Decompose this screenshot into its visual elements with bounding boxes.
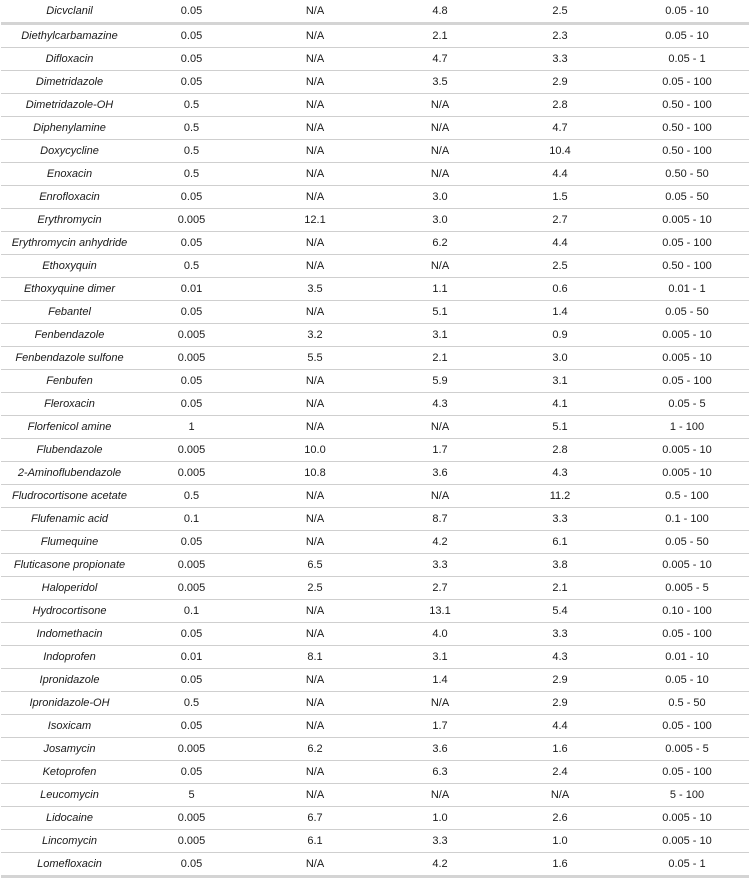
value-col-2-cell: N/A [245,255,385,278]
value-col-3-cell: 3.6 [385,462,495,485]
value-col-3-cell: 3.6 [385,738,495,761]
value-col-3-cell: 3.0 [385,209,495,232]
value-col-4-cell: 11.2 [495,485,625,508]
range-value-cell: 0.05 - 100 [625,232,749,255]
value-col-2-cell: 6.7 [245,807,385,830]
value-col-2-cell: 6.5 [245,554,385,577]
table-row [1,278,749,301]
value-col-3-cell: 4.2 [385,853,495,877]
range-value-cell: 0.005 - 10 [625,324,749,347]
table-row [1,761,749,784]
value-col-1-cell: 0.005 [138,830,245,853]
value-col-1-cell: 0.1 [138,508,245,531]
range-value-cell: 0.5 - 50 [625,692,749,715]
value-col-2-cell: N/A [245,301,385,324]
compound-name-cell: Dicvclanil [1,0,138,24]
value-col-2-cell: N/A [245,715,385,738]
value-col-3-cell: N/A [385,485,495,508]
value-col-2-cell: N/A [245,48,385,71]
table-row [1,577,749,600]
range-value-cell: 0.005 - 10 [625,209,749,232]
compound-name-cell: Erythromycin [1,209,138,232]
table-row [1,485,749,508]
range-value-cell: 0.05 - 100 [625,623,749,646]
value-col-3-cell: N/A [385,416,495,439]
value-col-2-cell: 2.5 [245,577,385,600]
compound-name-cell: Flubendazole [1,439,138,462]
value-col-4-cell: 1.6 [495,738,625,761]
value-col-2-cell: N/A [245,71,385,94]
compound-name-cell: Leucomycin [1,784,138,807]
table-row [1,232,749,255]
compound-name-cell: Ipronidazole-OH [1,692,138,715]
range-value-cell: 0.50 - 50 [625,163,749,186]
value-col-3-cell: N/A [385,163,495,186]
range-value-cell: 0.05 - 5 [625,393,749,416]
value-col-1-cell: 0.005 [138,209,245,232]
value-col-1-cell: 0.05 [138,0,245,24]
compound-name-cell: Ipronidazole [1,669,138,692]
value-col-2-cell: N/A [245,117,385,140]
range-value-cell: 0.05 - 100 [625,761,749,784]
value-col-3-cell: 3.1 [385,646,495,669]
compound-name-cell: Diethylcarbamazine [1,24,138,48]
value-col-3-cell: 1.0 [385,807,495,830]
range-value-cell: 5 - 100 [625,784,749,807]
value-col-1-cell: 0.05 [138,186,245,209]
table-row [1,393,749,416]
table-row [1,301,749,324]
value-col-2-cell: N/A [245,669,385,692]
value-col-4-cell: 2.4 [495,761,625,784]
value-col-1-cell: 0.05 [138,71,245,94]
table-row [1,692,749,715]
value-col-3-cell: 2.1 [385,24,495,48]
range-value-cell: 0.005 - 10 [625,347,749,370]
value-col-3-cell: N/A [385,692,495,715]
table-row [1,439,749,462]
compound-name-cell: Febantel [1,301,138,324]
value-col-3-cell: 8.7 [385,508,495,531]
range-value-cell: 0.005 - 10 [625,807,749,830]
range-value-cell: 0.1 - 100 [625,508,749,531]
value-col-2-cell: N/A [245,508,385,531]
value-col-1-cell: 0.05 [138,623,245,646]
value-col-2-cell: 6.2 [245,738,385,761]
table-row [1,508,749,531]
table-row [1,347,749,370]
value-col-4-cell: 3.3 [495,508,625,531]
value-col-1-cell: 0.005 [138,324,245,347]
value-col-4-cell: 3.3 [495,623,625,646]
value-col-3-cell: 4.3 [385,393,495,416]
range-value-cell: 0.50 - 100 [625,255,749,278]
range-value-cell: 0.05 - 10 [625,669,749,692]
value-col-2-cell: 5.5 [245,347,385,370]
range-value-cell: 0.05 - 10 [625,24,749,48]
value-col-3-cell: 4.0 [385,623,495,646]
value-col-4-cell: 2.9 [495,71,625,94]
value-col-3-cell: 1.7 [385,439,495,462]
value-col-3-cell: 6.2 [385,232,495,255]
range-value-cell: 0.005 - 10 [625,439,749,462]
value-col-1-cell: 0.05 [138,301,245,324]
value-col-2-cell: N/A [245,692,385,715]
value-col-2-cell: 8.1 [245,646,385,669]
table-row [1,462,749,485]
table-row [1,807,749,830]
compound-name-cell: Lincomycin [1,830,138,853]
value-col-2-cell: 3.2 [245,324,385,347]
value-col-4-cell: 1.0 [495,830,625,853]
value-col-2-cell: N/A [245,140,385,163]
value-col-2-cell: N/A [245,531,385,554]
value-col-1-cell: 0.005 [138,738,245,761]
range-value-cell: 0.50 - 100 [625,117,749,140]
table-row [1,715,749,738]
compound-name-cell: Isoxicam [1,715,138,738]
value-col-1-cell: 0.005 [138,462,245,485]
value-col-1-cell: 0.05 [138,761,245,784]
value-col-3-cell: 6.3 [385,761,495,784]
value-col-3-cell: 3.0 [385,186,495,209]
table-row [1,623,749,646]
value-col-4-cell: 2.7 [495,209,625,232]
range-value-cell: 0.05 - 100 [625,370,749,393]
range-value-cell: 0.01 - 10 [625,646,749,669]
range-value-cell: 0.5 - 100 [625,485,749,508]
table-row [1,554,749,577]
range-value-cell: 0.05 - 50 [625,301,749,324]
table-row [1,71,749,94]
table-row [1,784,749,807]
value-col-1-cell: 0.5 [138,255,245,278]
range-value-cell: 0.05 - 1 [625,853,749,877]
value-col-1-cell: 0.5 [138,163,245,186]
value-col-4-cell: 2.5 [495,0,625,24]
value-col-3-cell: 1.7 [385,715,495,738]
value-col-1-cell: 0.05 [138,232,245,255]
value-col-3-cell: 2.1 [385,347,495,370]
value-col-1-cell: 0.5 [138,117,245,140]
value-col-2-cell: N/A [245,94,385,117]
value-col-4-cell: 10.4 [495,140,625,163]
compound-name-cell: Fleroxacin [1,393,138,416]
value-col-2-cell: N/A [245,416,385,439]
table-row [1,600,749,623]
value-col-4-cell: 4.4 [495,232,625,255]
table-row [1,255,749,278]
value-col-4-cell: 3.0 [495,347,625,370]
compound-name-cell: Erythromycin anhydride [1,232,138,255]
value-col-1-cell: 0.05 [138,370,245,393]
value-col-2-cell: N/A [245,186,385,209]
value-col-4-cell: 5.4 [495,600,625,623]
range-value-cell: 0.05 - 50 [625,531,749,554]
table-row [1,117,749,140]
value-col-3-cell: 4.8 [385,0,495,24]
compound-name-cell: Dimetridazole [1,71,138,94]
compound-name-cell: Fludrocortisone acetate [1,485,138,508]
compound-name-cell: Hydrocortisone [1,600,138,623]
value-col-4-cell: 6.1 [495,531,625,554]
range-value-cell: 0.05 - 1 [625,48,749,71]
compound-name-cell: Diphenylamine [1,117,138,140]
compound-name-cell: Dimetridazole-OH [1,94,138,117]
compound-name-cell: Flufenamic acid [1,508,138,531]
compound-name-cell: Doxycycline [1,140,138,163]
range-value-cell: 0.05 - 50 [625,186,749,209]
range-value-cell: 0.50 - 100 [625,94,749,117]
table-row [1,186,749,209]
value-col-1-cell: 0.05 [138,24,245,48]
value-col-1-cell: 0.005 [138,439,245,462]
compound-name-cell: Flumequine [1,531,138,554]
value-col-3-cell: N/A [385,140,495,163]
compound-name-cell: Lidocaine [1,807,138,830]
value-col-2-cell: N/A [245,600,385,623]
table-row [1,416,749,439]
value-col-2-cell: N/A [245,163,385,186]
value-col-2-cell: N/A [245,232,385,255]
value-col-1-cell: 0.05 [138,48,245,71]
table-row [1,163,749,186]
value-col-3-cell: 4.2 [385,531,495,554]
value-col-1-cell: 0.01 [138,646,245,669]
value-col-3-cell: 1.1 [385,278,495,301]
value-col-1-cell: 0.005 [138,347,245,370]
value-col-3-cell: 4.7 [385,48,495,71]
compound-name-cell: Ketoprofen [1,761,138,784]
value-col-4-cell: 3.8 [495,554,625,577]
value-col-3-cell: 2.7 [385,577,495,600]
value-col-2-cell: N/A [245,761,385,784]
value-col-4-cell: 2.9 [495,692,625,715]
value-col-2-cell: N/A [245,485,385,508]
value-col-4-cell: 2.8 [495,94,625,117]
value-col-4-cell: 1.6 [495,853,625,877]
table-row [1,24,749,48]
compound-name-cell: 2-Aminoflubendazole [1,462,138,485]
value-col-4-cell: 2.3 [495,24,625,48]
compound-name-cell: Florfenicol amine [1,416,138,439]
range-value-cell: 0.005 - 10 [625,830,749,853]
value-col-2-cell: 10.8 [245,462,385,485]
range-value-cell: 1 - 100 [625,416,749,439]
value-col-4-cell: 2.6 [495,807,625,830]
compound-name-cell: Enoxacin [1,163,138,186]
range-value-cell: 0.005 - 10 [625,554,749,577]
compound-name-cell: Fluticasone propionate [1,554,138,577]
value-col-4-cell: 4.7 [495,117,625,140]
table-row [1,48,749,71]
value-col-3-cell: 3.5 [385,71,495,94]
compound-name-cell: Josamycin [1,738,138,761]
value-col-3-cell: 13.1 [385,600,495,623]
compound-table [1,0,749,878]
compound-name-cell: Difloxacin [1,48,138,71]
value-col-4-cell: 1.4 [495,301,625,324]
value-col-4-cell: 2.5 [495,255,625,278]
value-col-3-cell: 3.3 [385,554,495,577]
range-value-cell: 0.50 - 100 [625,140,749,163]
value-col-3-cell: N/A [385,255,495,278]
value-col-3-cell: N/A [385,784,495,807]
compound-name-cell: Fenbendazole sulfone [1,347,138,370]
value-col-3-cell: 5.9 [385,370,495,393]
compound-name-cell: Lomefloxacin [1,853,138,877]
value-col-4-cell: N/A [495,784,625,807]
value-col-1-cell: 5 [138,784,245,807]
value-col-4-cell: 4.4 [495,163,625,186]
value-col-2-cell: N/A [245,393,385,416]
value-col-4-cell: 3.1 [495,370,625,393]
range-value-cell: 0.05 - 100 [625,71,749,94]
compound-name-cell: Ethoxyquine dimer [1,278,138,301]
compound-name-cell: Indomethacin [1,623,138,646]
value-col-2-cell: 6.1 [245,830,385,853]
value-col-1-cell: 0.05 [138,715,245,738]
value-col-2-cell: N/A [245,370,385,393]
value-col-3-cell: N/A [385,117,495,140]
table-row [1,209,749,232]
value-col-2-cell: N/A [245,784,385,807]
value-col-3-cell: 3.1 [385,324,495,347]
value-col-4-cell: 2.9 [495,669,625,692]
table-row [1,669,749,692]
value-col-1-cell: 0.01 [138,278,245,301]
value-col-1-cell: 0.05 [138,531,245,554]
value-col-4-cell: 2.1 [495,577,625,600]
value-col-2-cell: N/A [245,853,385,877]
table-row [1,370,749,393]
table-row [1,324,749,347]
value-col-1-cell: 0.5 [138,140,245,163]
range-value-cell: 0.005 - 5 [625,738,749,761]
value-col-1-cell: 0.5 [138,485,245,508]
table-row [1,646,749,669]
range-value-cell: 0.05 - 100 [625,715,749,738]
value-col-4-cell: 3.3 [495,48,625,71]
value-col-4-cell: 0.9 [495,324,625,347]
compound-name-cell: Fenbendazole [1,324,138,347]
value-col-4-cell: 5.1 [495,416,625,439]
table-row [1,830,749,853]
compound-name-cell: Ethoxyquin [1,255,138,278]
value-col-1-cell: 0.5 [138,692,245,715]
range-value-cell: 0.005 - 10 [625,462,749,485]
value-col-1-cell: 0.005 [138,577,245,600]
value-col-4-cell: 1.5 [495,186,625,209]
range-value-cell: 0.10 - 100 [625,600,749,623]
table-row [1,0,749,24]
value-col-3-cell: 5.1 [385,301,495,324]
range-value-cell: 0.05 - 10 [625,0,749,24]
value-col-2-cell: 3.5 [245,278,385,301]
value-col-2-cell: 10.0 [245,439,385,462]
value-col-1-cell: 0.005 [138,554,245,577]
table-row [1,140,749,163]
table-row [1,738,749,761]
value-col-3-cell: 1.4 [385,669,495,692]
value-col-4-cell: 4.3 [495,646,625,669]
compound-name-cell: Fenbufen [1,370,138,393]
value-col-2-cell: N/A [245,24,385,48]
table-row [1,94,749,117]
table-row [1,531,749,554]
value-col-1-cell: 1 [138,416,245,439]
range-value-cell: 0.005 - 5 [625,577,749,600]
value-col-4-cell: 4.3 [495,462,625,485]
value-col-4-cell: 4.4 [495,715,625,738]
value-col-4-cell: 2.8 [495,439,625,462]
value-col-3-cell: N/A [385,94,495,117]
compound-name-cell: Haloperidol [1,577,138,600]
value-col-4-cell: 4.1 [495,393,625,416]
value-col-2-cell: N/A [245,623,385,646]
value-col-1-cell: 0.05 [138,669,245,692]
value-col-1-cell: 0.005 [138,807,245,830]
range-value-cell: 0.01 - 1 [625,278,749,301]
compound-name-cell: Indoprofen [1,646,138,669]
value-col-2-cell: N/A [245,0,385,24]
value-col-3-cell: 3.3 [385,830,495,853]
value-col-1-cell: 0.05 [138,393,245,416]
value-col-2-cell: 12.1 [245,209,385,232]
table-row [1,853,749,877]
value-col-1-cell: 0.05 [138,853,245,877]
value-col-4-cell: 0.6 [495,278,625,301]
compound-table-body [1,0,749,877]
compound-name-cell: Enrofloxacin [1,186,138,209]
value-col-1-cell: 0.1 [138,600,245,623]
value-col-1-cell: 0.5 [138,94,245,117]
